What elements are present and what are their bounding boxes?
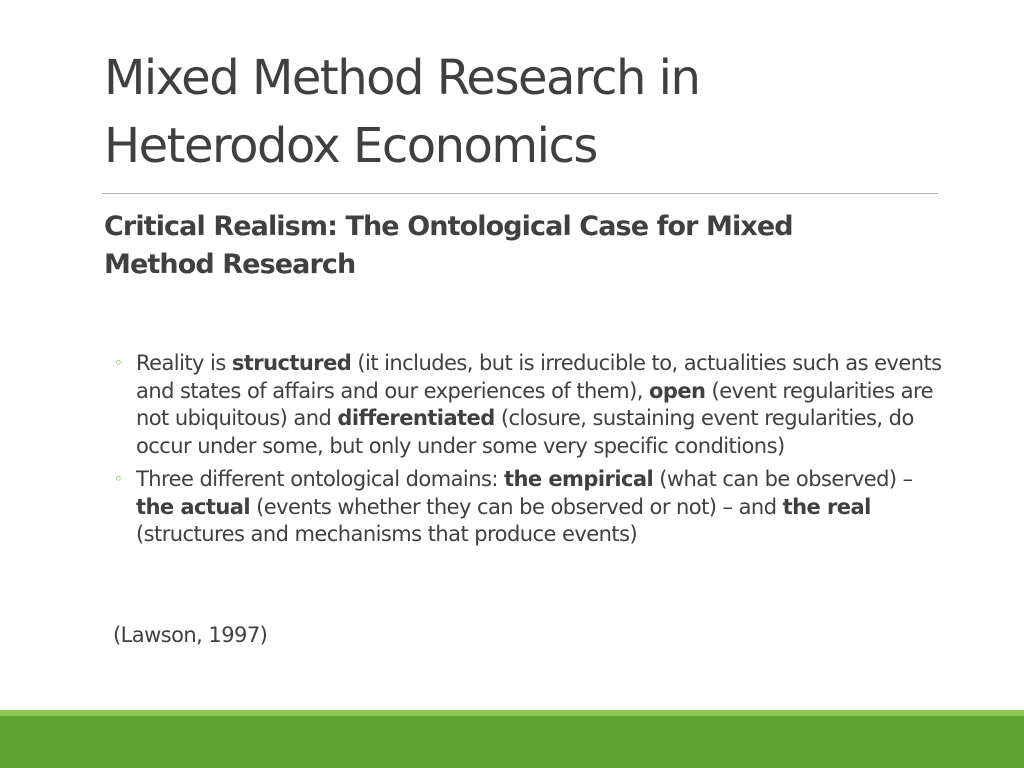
citation: (Lawson, 1997) <box>113 623 268 647</box>
bullet-emphasis: structured <box>231 351 352 375</box>
bullet-item <box>112 350 942 460</box>
bullet-text: (what can be observed) – <box>653 467 913 491</box>
slide-title-line-1: Mixed Method Research in <box>104 50 700 106</box>
bullet-item <box>112 466 942 549</box>
bullet-emphasis: the empirical <box>504 467 654 491</box>
slide-title <box>104 44 944 180</box>
slide-title-line-2: Heterodox Economics <box>104 118 597 174</box>
slide-subtitle <box>104 208 934 284</box>
bullet-text: (structures and mechanisms that produce events) <box>136 522 638 546</box>
bullet-text: (events whether they can be observed or not) – and <box>250 494 783 519</box>
title-divider <box>102 193 938 194</box>
bullet-emphasis: open <box>648 378 706 403</box>
bullet-text: Reality is <box>136 351 232 375</box>
bullet-list <box>112 350 942 555</box>
bullet-emphasis: differentiated <box>337 406 495 430</box>
bullet-emphasis: the actual <box>136 494 251 519</box>
bullet-text: Three different ontological domains: <box>136 467 505 491</box>
bullet-text: (event regularities are not ubiquitous) and <box>136 378 934 430</box>
slide-subtitle-line-2: Method Research <box>104 249 356 280</box>
slide-subtitle-line-1: Critical Realism: The Ontological Case for Mixed <box>104 211 793 242</box>
bullet-text: (it includes, but is irreducible to, actualities such as events and states of affairs and our experiences of them), <box>136 351 942 403</box>
bullet-circle-icon: ◦ <box>114 470 123 488</box>
footer-band <box>0 716 1024 768</box>
bullet-text: (closure, sustaining event regularities, do occur under some, but only under some very specific conditions) <box>136 406 914 458</box>
bullet-circle-icon: ◦ <box>114 354 123 372</box>
bullet-emphasis: the real <box>782 494 871 519</box>
